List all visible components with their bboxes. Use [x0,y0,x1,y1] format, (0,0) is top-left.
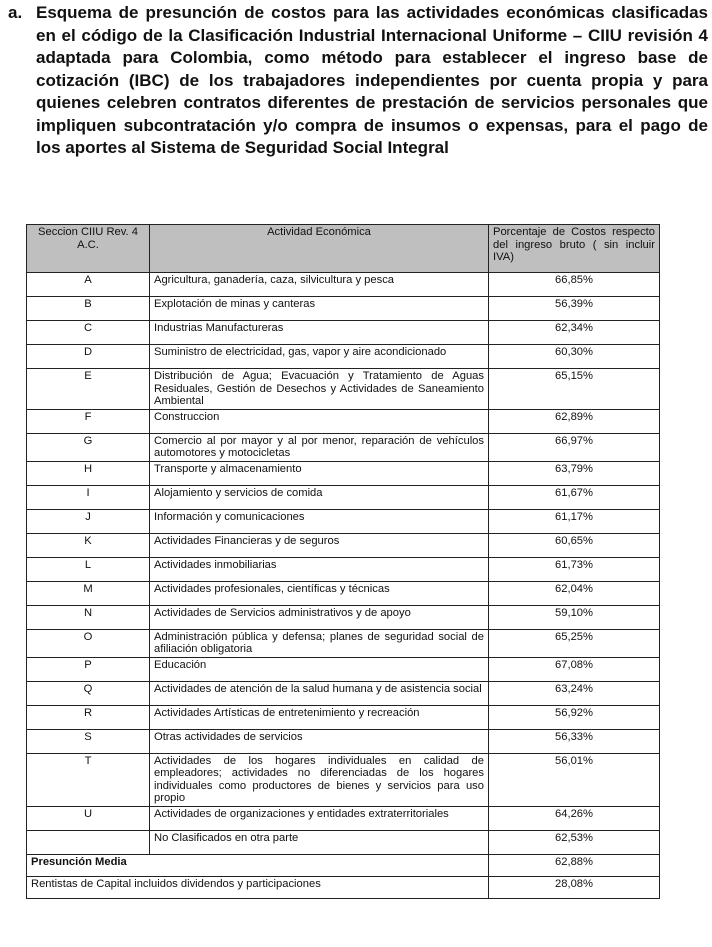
table-row [27,753,660,806]
table-row [27,557,660,581]
percentage-cell: 62,34% [489,321,660,345]
table-row [27,369,660,410]
percentage-cell: 61,67% [489,485,660,509]
percentage-cell: 64,26% [489,806,660,830]
activity-cell: Actividades profesionales, científicas y técnicas [150,581,489,605]
activity-cell: Comercio al por mayor y al por menor, reparación de vehículos automotores y motocicletas [150,433,489,461]
section-cell: N [27,605,150,629]
cost-presumption-table [26,224,660,899]
section-cell: U [27,806,150,830]
percentage-cell: 59,10% [489,605,660,629]
percentage-cell: 65,15% [489,369,660,410]
header-percentage: Porcentaje de Costos respecto del ingreso bruto ( sin incluir IVA) [489,225,660,273]
percentage-cell: 66,97% [489,433,660,461]
table-row [27,729,660,753]
summary-row [27,876,660,898]
summary-row [27,854,660,876]
activity-cell: Actividades Artísticas de entretenimiento y recreación [150,705,489,729]
table-row [27,581,660,605]
section-cell: C [27,321,150,345]
summary-percentage: 28,08% [489,876,660,898]
activity-cell: No Clasificados en otra parte [150,830,489,854]
table-row [27,657,660,681]
percentage-cell: 56,01% [489,753,660,806]
percentage-cell: 62,04% [489,581,660,605]
section-cell: P [27,657,150,681]
activity-cell: Suministro de electricidad, gas, vapor y aire acondicionado [150,345,489,369]
table-row [27,485,660,509]
percentage-cell: 63,24% [489,681,660,705]
section-cell [27,830,150,854]
table-row [27,806,660,830]
header-activity: Actividad Económica [150,225,489,273]
section-cell: G [27,433,150,461]
section-cell: A [27,273,150,297]
percentage-cell: 56,33% [489,729,660,753]
section-cell: I [27,485,150,509]
table-row [27,533,660,557]
table-row [27,830,660,854]
table-row [27,433,660,461]
summary-label: Rentistas de Capital incluidos dividendos y participaciones [27,876,489,898]
activity-cell: Industrias Manufactureras [150,321,489,345]
table-row [27,461,660,485]
summary-label: Presunción Media [27,854,489,876]
table-row [27,345,660,369]
section-cell: K [27,533,150,557]
section-cell: H [27,461,150,485]
activity-cell: Construccion [150,409,489,433]
section-cell: Q [27,681,150,705]
section-cell: D [27,345,150,369]
heading-letter: a. [8,3,23,22]
activity-cell: Transporte y almacenamiento [150,461,489,485]
section-cell: B [27,297,150,321]
section-cell: R [27,705,150,729]
header-section: Seccion CIIU Rev. 4 A.C. [27,225,150,273]
percentage-cell: 66,85% [489,273,660,297]
document-heading [8,2,708,160]
section-cell: F [27,409,150,433]
activity-cell: Distribución de Agua; Evacuación y Tratamiento de Aguas Residuales, Gestión de Desechos y Actividades de Saneamiento Ambiental [150,369,489,410]
activity-cell: Alojamiento y servicios de comida [150,485,489,509]
activity-cell: Actividades de atención de la salud humana y de asistencia social [150,681,489,705]
percentage-cell: 61,73% [489,557,660,581]
percentage-cell: 67,08% [489,657,660,681]
table-row [27,297,660,321]
summary-percentage: 62,88% [489,854,660,876]
activity-cell: Actividades Financieras y de seguros [150,533,489,557]
section-cell: E [27,369,150,410]
table-row [27,629,660,657]
table-row [27,409,660,433]
percentage-cell: 61,17% [489,509,660,533]
heading-text: Esquema de presunción de costos para las actividades económicas clasificadas en el código de la Clasificación Industrial Internacional Uniforme – CIIU revisión 4 adaptada para Colombia, como método para establecer el ingreso base de cotización (IBC) de los trabajadores independientes por cuenta propia y para quienes celebren contratos diferentes de prestación de servicios personales que impliquen subcontratación y/o compra de insumos o expensas, para el pago de los aportes al Sistema de Seguridad Social Integral [36,3,708,157]
percentage-cell: 65,25% [489,629,660,657]
table-row [27,605,660,629]
section-cell: L [27,557,150,581]
table-row [27,681,660,705]
section-cell: T [27,753,150,806]
activity-cell: Educación [150,657,489,681]
activity-cell: Información y comunicaciones [150,509,489,533]
activity-cell: Administración pública y defensa; planes de seguridad social de afiliación obligatoria [150,629,489,657]
section-cell: S [27,729,150,753]
percentage-cell: 56,92% [489,705,660,729]
activity-cell: Actividades de organizaciones y entidades extraterritoriales [150,806,489,830]
table-row [27,705,660,729]
section-cell: O [27,629,150,657]
activity-cell: Actividades de los hogares individuales en calidad de empleadores; actividades no diferenciadas de los hogares individuales como productores de bienes y servicios para uso propio [150,753,489,806]
section-cell: J [27,509,150,533]
table-row [27,321,660,345]
percentage-cell: 63,79% [489,461,660,485]
section-cell: M [27,581,150,605]
percentage-cell: 56,39% [489,297,660,321]
table-row [27,509,660,533]
percentage-cell: 60,30% [489,345,660,369]
activity-cell: Actividades de Servicios administrativos y de apoyo [150,605,489,629]
activity-cell: Agricultura, ganadería, caza, silvicultura y pesca [150,273,489,297]
table-row [27,273,660,297]
activity-cell: Explotación de minas y canteras [150,297,489,321]
percentage-cell: 60,65% [489,533,660,557]
percentage-cell: 62,89% [489,409,660,433]
activity-cell: Actividades inmobiliarias [150,557,489,581]
activity-cell: Otras actividades de servicios [150,729,489,753]
percentage-cell: 62,53% [489,830,660,854]
table-header-row [27,225,660,273]
